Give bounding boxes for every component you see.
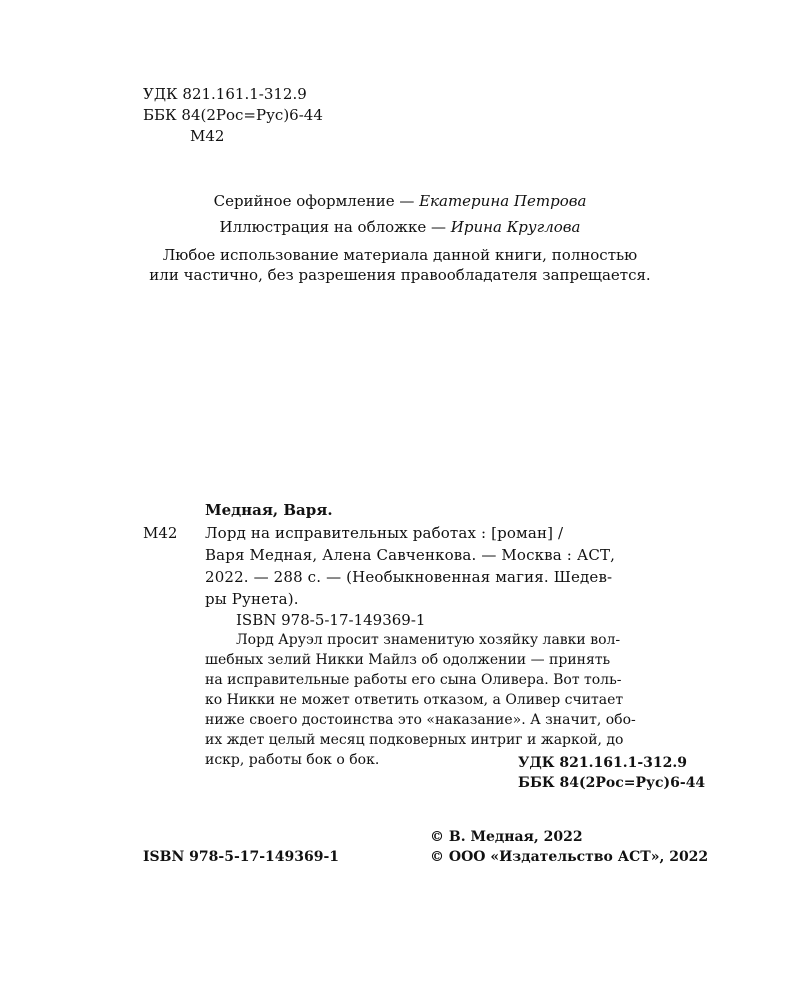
series-designer-name: Екатерина Петрова <box>419 192 587 210</box>
isbn-footer: ISBN 978-5-17-149369-1 <box>143 849 340 865</box>
copyright-publisher: © ООО «Издательство АСТ», 2022 <box>430 849 709 865</box>
annotation-line: ниже своего достоинства это «наказание». А значит, обо- <box>205 712 636 728</box>
cover-illustration-credit <box>0 216 800 238</box>
description-line: 2022. — 288 с. — (Необыкновенная магия. Шедев- <box>205 568 613 586</box>
annotation-line: на исправительные работы его сына Оливера. Вот толь- <box>205 672 622 688</box>
description-line: Лорд на исправительных работах : [роман] / <box>205 524 564 542</box>
cover-illustration-label: Иллюстрация на обложке — <box>219 218 451 236</box>
series-design-credit <box>0 190 800 212</box>
isbn: ISBN 978-5-17-149369-1 <box>236 611 426 629</box>
copyright-notice-line: или частично, без разрешения правообладателя запрещается. <box>149 266 651 284</box>
author-heading: Медная, Варя. <box>205 501 333 519</box>
description-line: Варя Медная, Алена Савченкова. — Москва : АСТ, <box>205 546 616 564</box>
udk-code-bottom: УДК 821.161.1-312.9 <box>518 755 688 771</box>
udk-code-top: УДК 821.161.1-312.9 <box>143 85 307 103</box>
description-line: ры Рунета). <box>205 590 299 608</box>
annotation-line: Лорд Аруэл просит знаменитую хозяйку лавки вол- <box>236 632 621 648</box>
cover-illustrator-name: Ирина Круглова <box>450 218 581 236</box>
author-sign: М42 <box>143 524 178 542</box>
bibliographic-description <box>205 522 715 610</box>
bbk-code-bottom: ББК 84(2Рос=Рус)6-44 <box>518 775 706 791</box>
annotation-line: ко Никки не может ответить отказом, а Оливер считает <box>205 692 624 708</box>
annotation-line: их ждет целый месяц подковерных интриг и жаркой, до <box>205 732 624 748</box>
author-sign-top: М42 <box>190 127 225 145</box>
annotation-line: искр, работы бок о бок. <box>205 752 380 768</box>
copyright-author: © В. Медная, 2022 <box>430 829 583 845</box>
bbk-code-top: ББК 84(2Рос=Рус)6-44 <box>143 106 323 124</box>
series-design-label: Серийное оформление — <box>213 192 420 210</box>
copyright-notice-line: Любое использование материала данной книги, полностью <box>162 246 638 264</box>
annotation-line: шебных зелий Никки Майлз об одолжении — принять <box>205 652 611 668</box>
annotation <box>205 630 715 770</box>
